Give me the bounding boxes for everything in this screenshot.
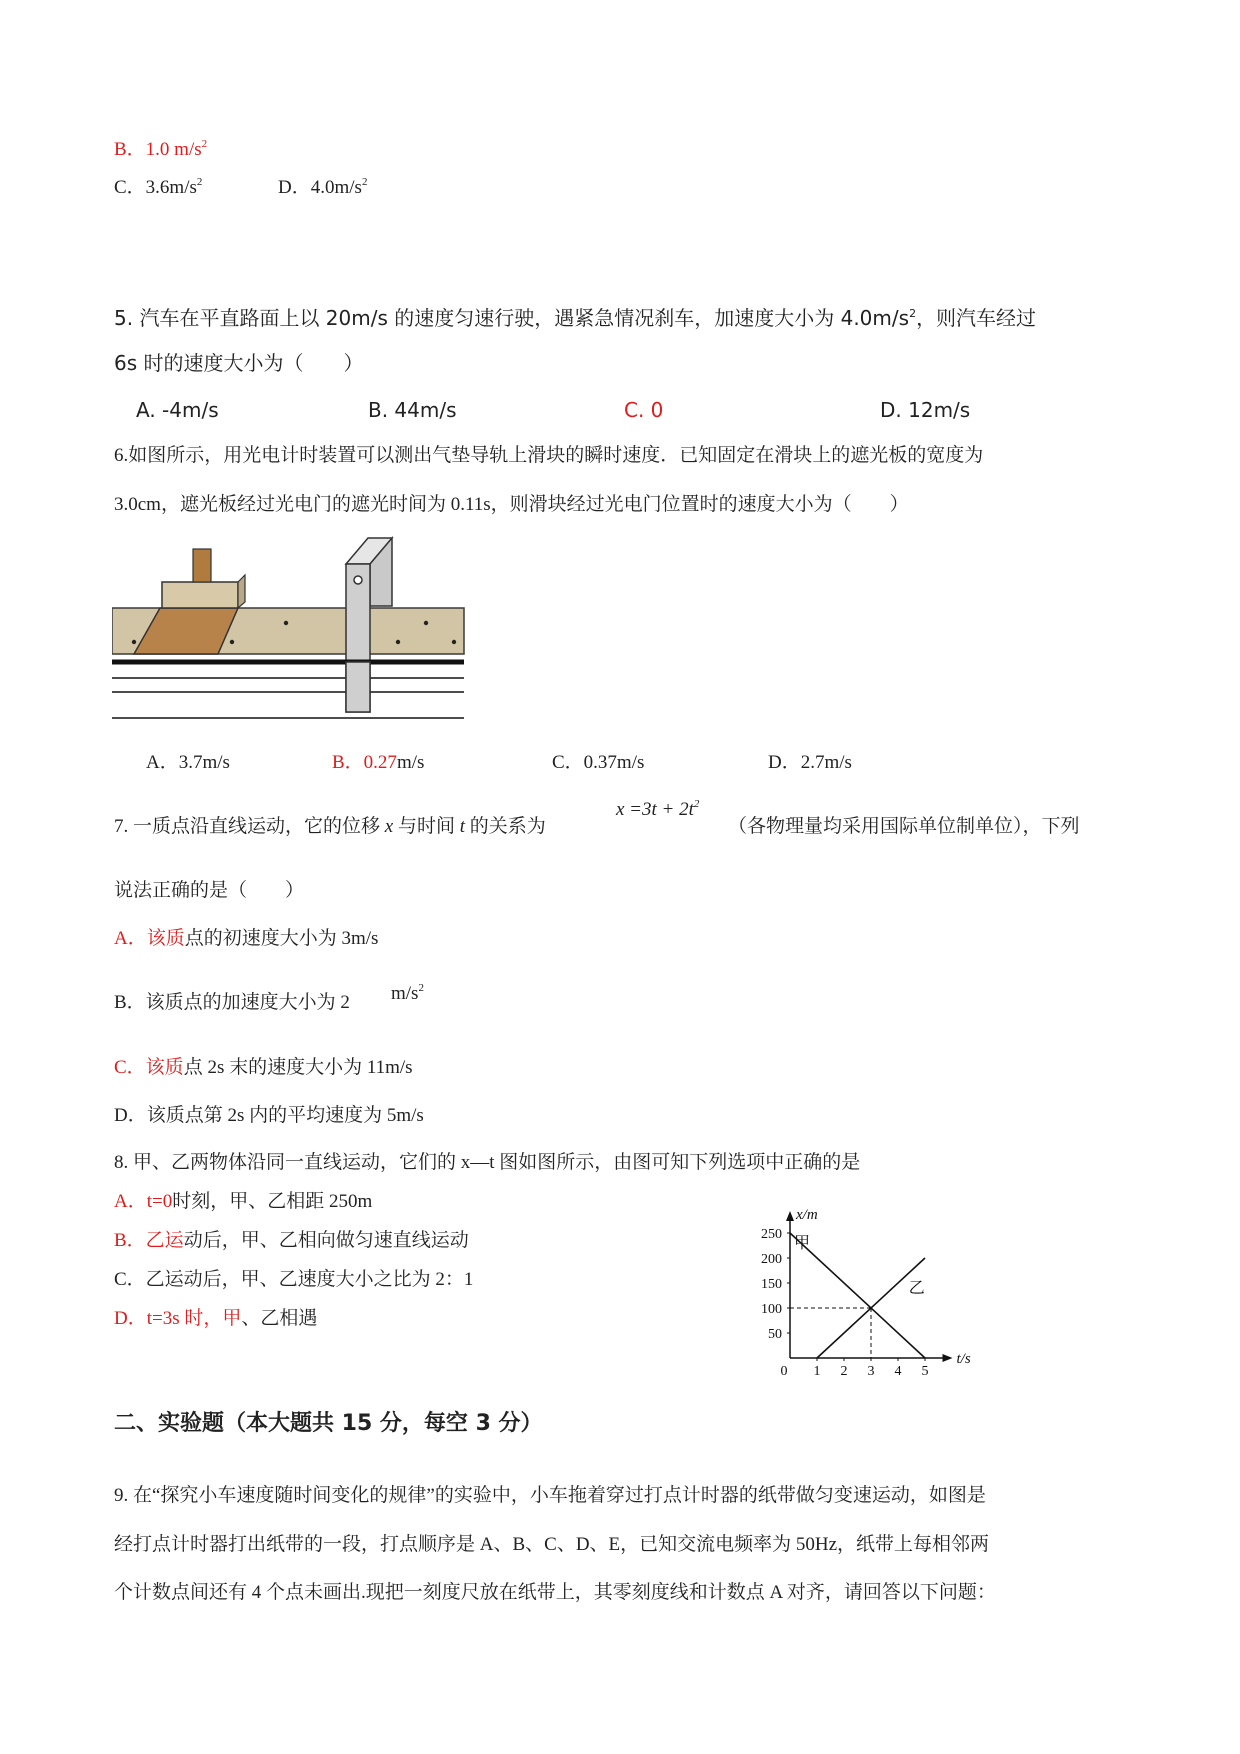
q9-stem-line1: 9. 在“探究小车速度随时间变化的规律”的实验中，小车拖着穿过打点计时器的纸带做匀变速运动，如图是: [114, 1485, 986, 1506]
x-axis-arrow: [943, 1354, 953, 1362]
x-tick-label: 4: [894, 1364, 902, 1376]
q7-stem-line1: 7. 一质点沿直线运动，它的位移 x 与时间 t 的关系为: [114, 816, 546, 837]
q8-stem: 8. 甲、乙两物体沿同一直线运动，它们的 x—t 图如图所示，由图可知下列选项中正确的是: [114, 1152, 861, 1173]
xt-chart: [740, 1196, 990, 1376]
q5-option-b: B. 44m/s: [368, 398, 457, 422]
q5-stem-line1: 5. 汽车在平直路面上以 20m/s 的速度匀速行驶，遇紧急情况刹车，加速度大小为 $4.0m/s^2$，则汽车经过: [114, 306, 1037, 330]
x-tick-label: 2: [840, 1364, 848, 1376]
q8-option-c: C．乙运动后，甲、乙速度大小之比为 2：1: [114, 1269, 474, 1290]
y-axis-label: x/m: [796, 1207, 818, 1223]
x-tick-label: 1: [813, 1364, 821, 1376]
q5-option-d: D. 12m/s: [880, 398, 971, 422]
q7-option-b: B．该质点的加速度大小为 2: [114, 992, 350, 1013]
q6-stem-line1: 6.如图所示，用光电计时装置可以测出气垫导轨上滑块的瞬时速度．已知固定在滑块上的遮光板的宽度为: [114, 445, 984, 466]
air-track-figure: [112, 532, 470, 724]
q9-stem-line2: 经打点计时器打出纸带的一段，打点顺序是 A、B、C、D、E，已知交流电频率为 50Hz，纸带上每相邻两: [114, 1534, 990, 1555]
y-tick-label: 250: [761, 1227, 782, 1242]
q7-stem-units: （各物理量均采用国际单位制单位），下列: [728, 816, 1080, 837]
q5-stem-line2: 6s 时的速度大小为（ ）: [114, 351, 364, 375]
y-tick-label: 50: [768, 1327, 782, 1342]
q7-option-d: D．该质点第 2s 内的平均速度为 5m/s: [114, 1105, 424, 1126]
q8-option-d: D．t=3s 时，甲、乙相遇: [114, 1308, 318, 1329]
q6-option-a: A．3.7m/s: [146, 752, 230, 773]
q7-option-b-unit: $m/s^2$: [391, 982, 424, 1004]
q6-option-c: C．0.37m/s: [552, 752, 645, 773]
q8-option-a: A．t=0时刻，甲、乙相距 250m: [114, 1191, 373, 1212]
q4-option-c: C．$3.6m/s^2$: [114, 176, 203, 198]
q7-option-c: C．该质点 2s 末的速度大小为 11m/s: [114, 1057, 413, 1078]
section2-title: 二、实验题（本大题共 15 分，每空 3 分）: [114, 1411, 543, 1436]
q7-stem-line2: 说法正确的是（ ）: [114, 880, 305, 901]
y-tick-label: 100: [761, 1302, 782, 1317]
y-tick-label: 200: [761, 1252, 782, 1267]
series-label-2: 乙: [908, 1280, 925, 1297]
x-axis-label: t/s: [956, 1351, 971, 1367]
q7-option-a: A．该质点的初速度大小为 3m/s: [114, 928, 379, 949]
q9-stem-line3: 个计数点间还有 4 个点未画出.现把一刻度尺放在纸带上，其零刻度线和计数点 A 对齐，请回答以下问题：: [114, 1582, 996, 1603]
q5-option-a: A. -4m/s: [136, 398, 219, 422]
q6-stem-line2: 3.0cm，遮光板经过光电门的遮光时间为 0.11s，则滑块经过光电门位置时的速度大小为（ ）: [114, 494, 909, 515]
q6-option-b: B．0.27m/s: [332, 752, 425, 773]
q5-option-c: C. 0: [624, 398, 664, 422]
y-tick-label: 150: [761, 1277, 782, 1292]
q4-option-d: D．$4.0m/s^2$: [278, 176, 368, 198]
q6-option-d: D．2.7m/s: [768, 752, 852, 773]
q8-option-b: B．乙运动后，甲、乙相向做匀速直线运动: [114, 1230, 469, 1251]
x-tick-label: 5: [921, 1364, 929, 1376]
y-axis-arrow: [786, 1211, 794, 1221]
q7-formula: $x =3t + 2t^2$: [616, 798, 700, 820]
q4-option-b: B．1.0 $m/s^2$: [114, 138, 208, 160]
series-line-1: [790, 1233, 925, 1358]
x-tick-label: 3: [867, 1364, 875, 1376]
series-label-1: 甲: [794, 1235, 811, 1252]
x-tick-label: 0: [780, 1364, 788, 1376]
